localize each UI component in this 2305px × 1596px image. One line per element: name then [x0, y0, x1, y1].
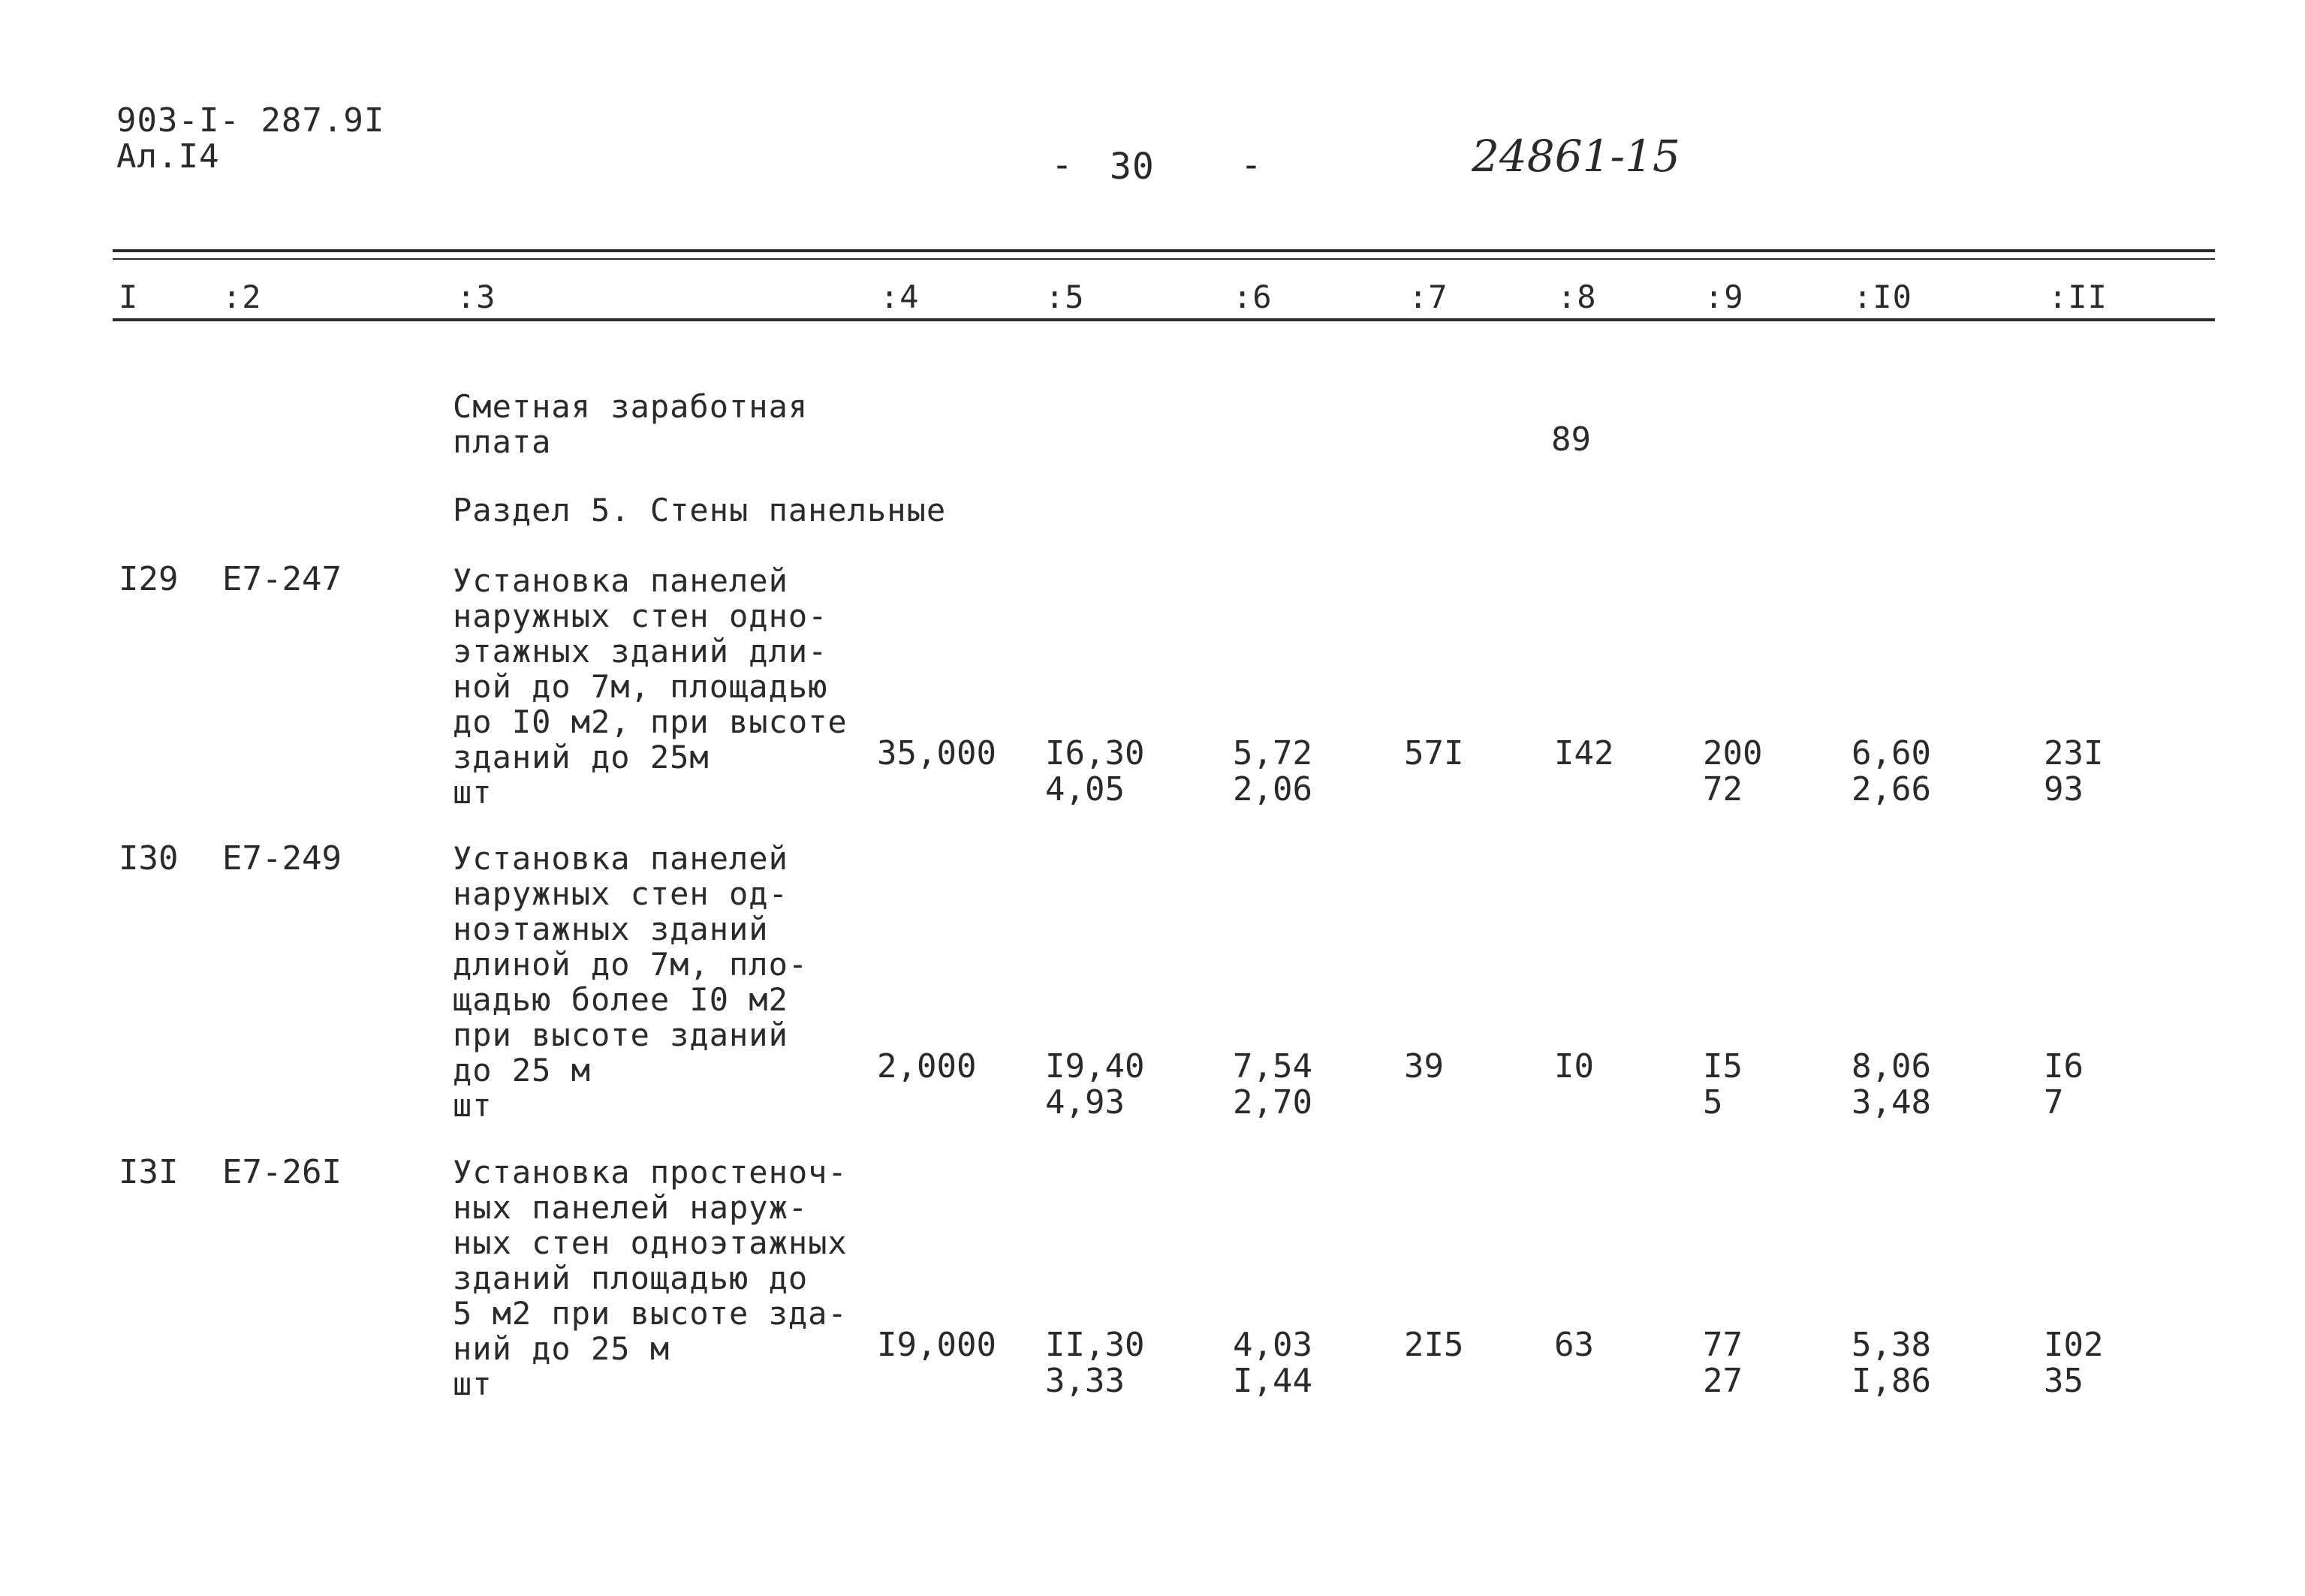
col6-bottom: 2,06 — [1233, 770, 1312, 809]
description-line: Установка панелей — [453, 840, 788, 877]
col10-bottom: 2,66 — [1852, 770, 1931, 809]
row-col6 — [1233, 1327, 1312, 1399]
row-col6 — [1233, 736, 1312, 808]
column-header-10: :I0 — [1853, 279, 1912, 315]
row-col9 — [1703, 736, 1762, 808]
description-line: до I0 м2, при высоте — [453, 703, 848, 740]
description-line: ноэтажных зданий — [453, 911, 769, 947]
row-col4: 35,000 — [877, 734, 996, 772]
row-col11 — [2044, 1327, 2103, 1399]
wage-row-label — [453, 389, 808, 459]
col11-bottom: 7 — [2044, 1083, 2064, 1122]
col11-top: I6 — [2044, 1047, 2084, 1086]
col10-bottom: I,86 — [1852, 1362, 1931, 1400]
row-col8: I42 — [1554, 734, 1614, 772]
col9-top: I5 — [1703, 1047, 1743, 1086]
col5-top: I9,40 — [1045, 1047, 1145, 1086]
col10-top: 5,38 — [1852, 1326, 1931, 1364]
description-line: ной до 7м, площадью — [453, 668, 828, 705]
row-col4: I9,000 — [877, 1326, 996, 1364]
col9-bottom: 27 — [1703, 1362, 1743, 1400]
description-line: шт — [453, 774, 493, 811]
col5-top: I6,30 — [1045, 734, 1145, 772]
col10-top: 6,60 — [1852, 734, 1931, 772]
row-col10 — [1852, 1049, 1931, 1121]
description-line: ных панелей наруж- — [453, 1189, 809, 1226]
column-header-4: :4 — [880, 279, 920, 315]
description-line: наружных стен од- — [453, 875, 788, 912]
col6-bottom: I,44 — [1233, 1362, 1312, 1400]
row-code: Е7-26I — [222, 1153, 342, 1191]
col5-top: II,30 — [1045, 1326, 1145, 1364]
row-col10 — [1852, 736, 1931, 808]
col5-bottom: 3,33 — [1045, 1362, 1125, 1400]
col6-bottom: 2,70 — [1233, 1083, 1312, 1122]
col11-bottom: 93 — [2044, 770, 2084, 809]
row-number: I29 — [119, 560, 179, 598]
row-col10 — [1852, 1327, 1931, 1399]
table-top-rule — [113, 249, 2215, 252]
row-col5 — [1045, 736, 1144, 808]
row-number: I3I — [119, 1153, 179, 1191]
section-title: Раздел 5. Стены панельные — [453, 492, 947, 528]
row-number: I30 — [119, 839, 179, 878]
table-top-rule-thin — [113, 258, 2215, 260]
description-line: зданий площадью до — [453, 1260, 809, 1296]
row-col6 — [1233, 1049, 1312, 1121]
description-line: ных стен одноэтажных — [453, 1224, 848, 1261]
col6-top: 4,03 — [1233, 1326, 1312, 1364]
row-col9 — [1703, 1327, 1743, 1399]
column-header-1: I — [119, 279, 139, 315]
row-col9 — [1703, 1049, 1743, 1121]
col11-top: 23I — [2044, 734, 2104, 772]
description-line: при высоте зданий — [453, 1016, 788, 1053]
column-header-2: :2 — [222, 279, 262, 315]
row-col5 — [1045, 1049, 1144, 1121]
column-header-8: :8 — [1557, 279, 1597, 315]
description-line: 5 м2 при высоте зда- — [453, 1295, 848, 1332]
column-header-11: :II — [2048, 279, 2108, 315]
col6-top: 7,54 — [1233, 1047, 1312, 1086]
col11-top: I02 — [2044, 1326, 2104, 1364]
description-line: наружных стен одно- — [453, 598, 828, 634]
description-line: длиной до 7м, пло- — [453, 946, 809, 983]
description-line: шт — [453, 1366, 493, 1402]
description-line: ний до 25 м — [453, 1330, 670, 1367]
page-dash-right: - — [1240, 144, 1263, 186]
row-col5 — [1045, 1327, 1144, 1399]
col9-top: 77 — [1703, 1326, 1743, 1364]
row-description — [453, 841, 808, 1123]
row-col7: 57I — [1404, 734, 1464, 772]
description-line: до 25 м — [453, 1052, 592, 1089]
row-col4: 2,000 — [877, 1047, 977, 1086]
col5-bottom: 4,93 — [1045, 1083, 1125, 1122]
column-header-6: :6 — [1233, 279, 1273, 315]
col10-top: 8,06 — [1852, 1047, 1931, 1086]
wage-row-line: Сметная заработная — [453, 388, 809, 425]
description-line: Установка панелей — [453, 562, 788, 599]
col5-bottom: 4,05 — [1045, 770, 1125, 809]
document-code: 903-I- 287.9I — [116, 101, 385, 140]
page-number: 30 — [1110, 146, 1155, 188]
row-description — [453, 563, 848, 810]
column-header-3: :3 — [456, 279, 496, 315]
row-col11 — [2044, 736, 2103, 808]
col6-top: 5,72 — [1233, 734, 1312, 772]
row-col8: 63 — [1554, 1326, 1594, 1364]
row-col7: 39 — [1404, 1047, 1444, 1086]
row-col8: I0 — [1554, 1047, 1594, 1086]
page-dash-left: - — [1051, 144, 1074, 186]
col9-bottom: 72 — [1703, 770, 1743, 809]
column-header-9: :9 — [1704, 279, 1744, 315]
description-line: зданий до 25м — [453, 739, 710, 775]
table-header-rule — [113, 318, 2215, 321]
col10-bottom: 3,48 — [1852, 1083, 1931, 1122]
col11-bottom: 35 — [2044, 1362, 2084, 1400]
row-col11 — [2044, 1049, 2084, 1121]
row-code: Е7-247 — [222, 560, 342, 598]
row-col7: 2I5 — [1404, 1326, 1464, 1364]
wage-row-col8: 89 — [1551, 420, 1591, 459]
description-line: щадью более I0 м2 — [453, 981, 788, 1018]
handwritten-number: 24861-15 — [1472, 131, 1680, 182]
col9-bottom: 5 — [1703, 1083, 1723, 1122]
col9-top: 200 — [1703, 734, 1763, 772]
column-header-5: :5 — [1045, 279, 1085, 315]
row-code: Е7-249 — [222, 839, 342, 878]
description-line: шт — [453, 1087, 493, 1124]
column-header-7: :7 — [1409, 279, 1448, 315]
wage-row-line: плата — [453, 423, 552, 460]
description-line: этажных зданий дли- — [453, 633, 828, 670]
row-description — [453, 1155, 848, 1402]
description-line: Установка простеноч- — [453, 1154, 848, 1191]
album-number: Ал.I4 — [116, 137, 220, 176]
